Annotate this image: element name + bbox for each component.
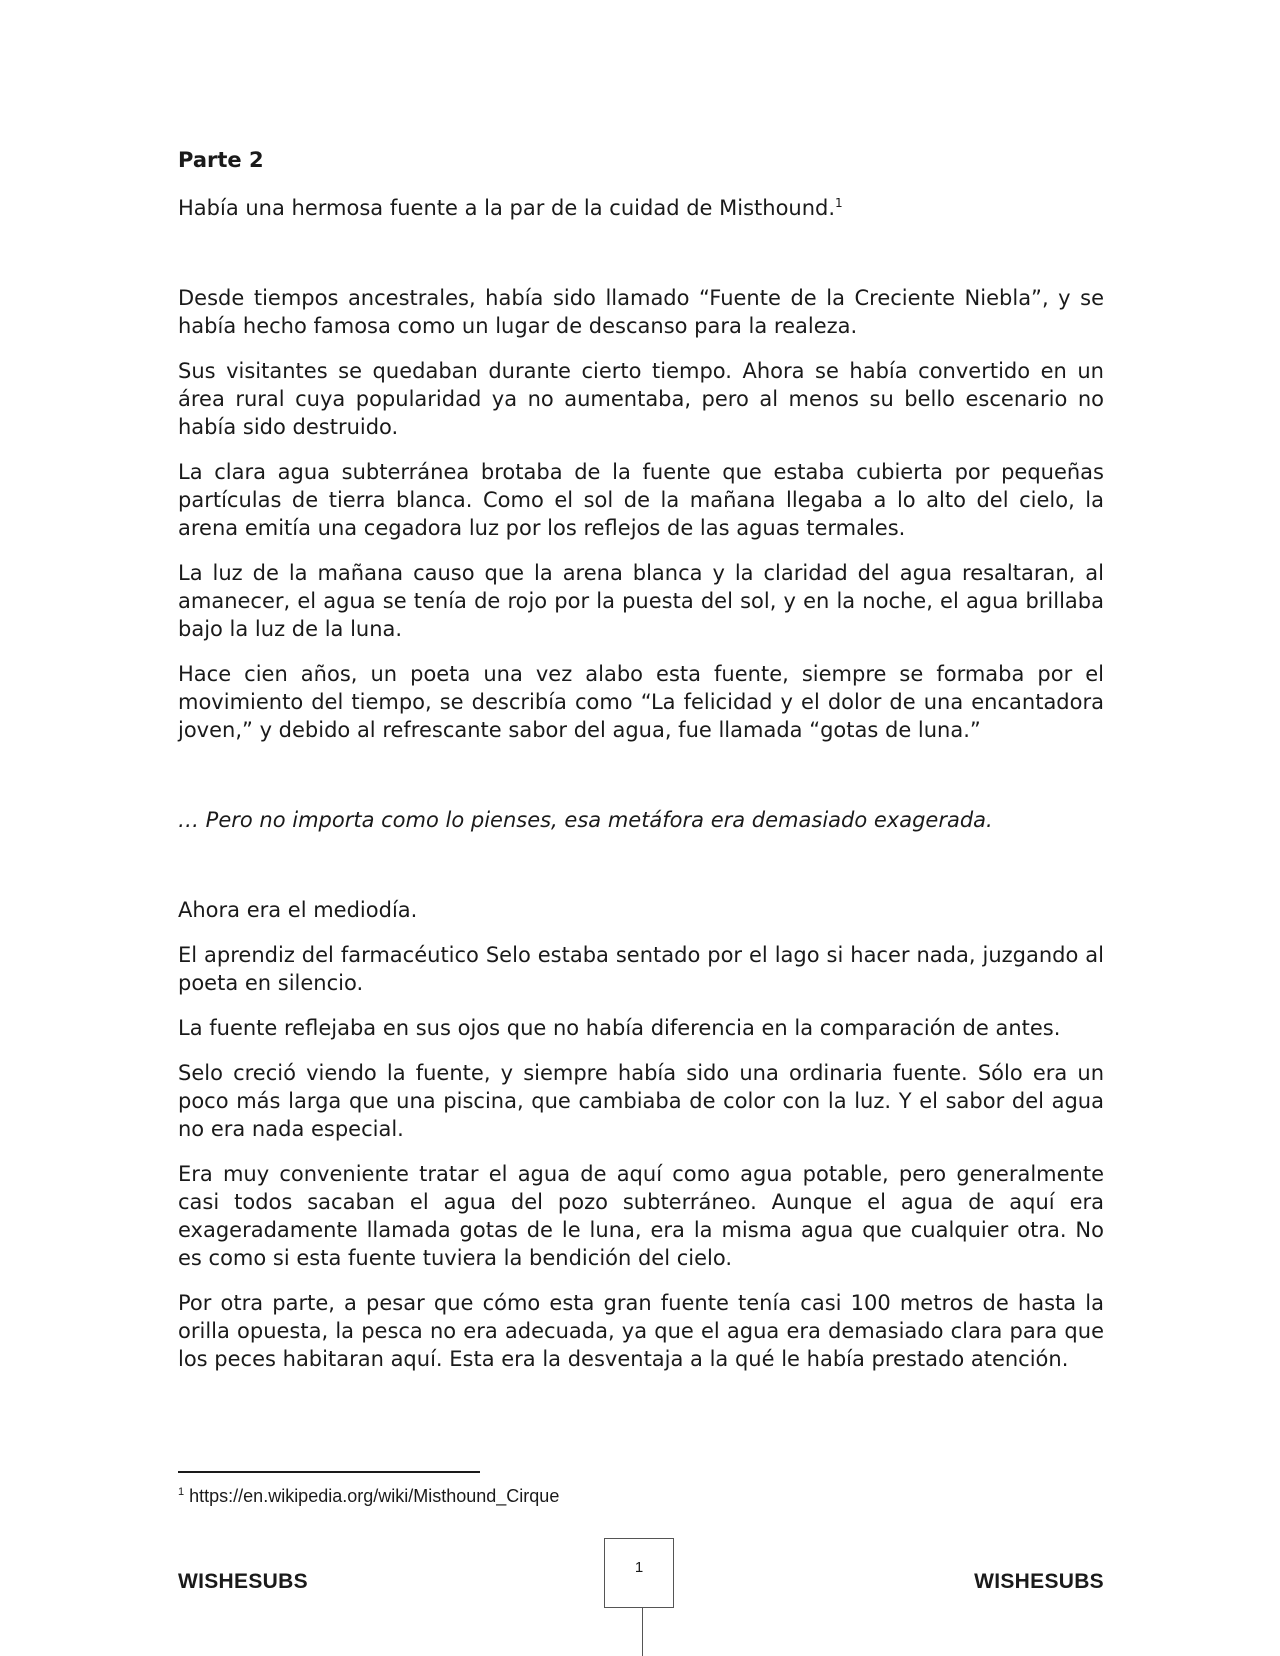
document-body [178,146,1104,1390]
page-number-stem [642,1608,643,1656]
footnote-marker: 1 [178,1486,185,1498]
footnote [178,1484,559,1508]
paragraph: Selo creció viendo la fuente, y siempre había sido una ordinaria fuente. Sólo era un poco más larga que una piscina, que cambiaba de color con la luz. Y el sabor del agua no era nada especial. [178,1061,1104,1141]
paragraph: Hace cien años, un poeta una vez alabo esta fuente, siempre se formaba por el movimiento del tiempo, se describía como “La felicidad y el dolor de una encantadora joven,” y debido al refrescante sabor del agua, fue llamada “gotas de luna.” [178,662,1104,742]
footnote-reference[interactable]: 1 [835,196,843,210]
paragraph: Sus visitantes se quedaban durante cierto tiempo. Ahora se había convertido en un área rural cuya popularidad ya no aumentaba, pero al menos su bello escenario no había sido destruido. [178,359,1104,439]
footnote-separator [178,1471,480,1473]
paragraph: Era muy conveniente tratar el agua de aquí como agua potable, pero generalmente casi todos sacaban el agua del pozo subterráneo. Aunque el agua de aquí era exageradamente llamada gotas de le luna, era la misma agua que cualquier otra. No es como si esta fuente tuviera la bendición del cielo. [178,1162,1104,1270]
paragraph: La luz de la mañana causo que la arena blanca y la claridad del agua resaltaran, al amanecer, el agua se tenía de rojo por la puesta del sol, y en la noche, el agua brillaba bajo la luz de la luna. [178,561,1104,641]
paragraph: La fuente reflejaba en sus ojos que no había diferencia en la comparación de antes. [178,1016,1061,1040]
page-number-box [604,1538,674,1608]
paragraph: Por otra parte, a pesar que cómo esta gran fuente tenía casi 100 metros de hasta la orilla opuesta, la pesca no era adecuada, ya que el agua era demasiado clara para que los peces habitaran aquí. Esta era la desventaja a la qué le había prestado atención. [178,1291,1104,1371]
paragraph [178,194,1104,222]
page-number: 1 [634,1559,644,1576]
paragraph: La clara agua subterránea brotaba de la fuente que estaba cubierta por pequeñas partículas de tierra blanca. Como el sol de la mañana llegaba a lo alto del cielo, la arena emitía una cegadora luz por los reflejos de las aguas termales. [178,460,1104,540]
paragraph: El aprendiz del farmacéutico Selo estaba sentado por el lago si hacer nada, juzgando al poeta en silencio. [178,943,1104,995]
italic-paragraph: … Pero no importa como lo pienses, esa metáfora era demasiado exagerada. [178,808,993,832]
footer-left-brand: WISHESUBS [178,1570,308,1593]
footnote-link[interactable]: https://en.wikipedia.org/wiki/Misthound_Cirque [189,1486,560,1506]
paragraph: Ahora era el mediodía. [178,898,418,922]
paragraph: Desde tiempos ancestrales, había sido llamado “Fuente de la Creciente Niebla”, y se había hecho famosa como un lugar de descanso para la realeza. [178,286,1104,338]
paragraph-text: Había una hermosa fuente a la par de la cuidad de Misthound. [178,196,836,220]
section-heading: Parte 2 [178,148,264,172]
footer-right-brand: WISHESUBS [974,1570,1104,1593]
